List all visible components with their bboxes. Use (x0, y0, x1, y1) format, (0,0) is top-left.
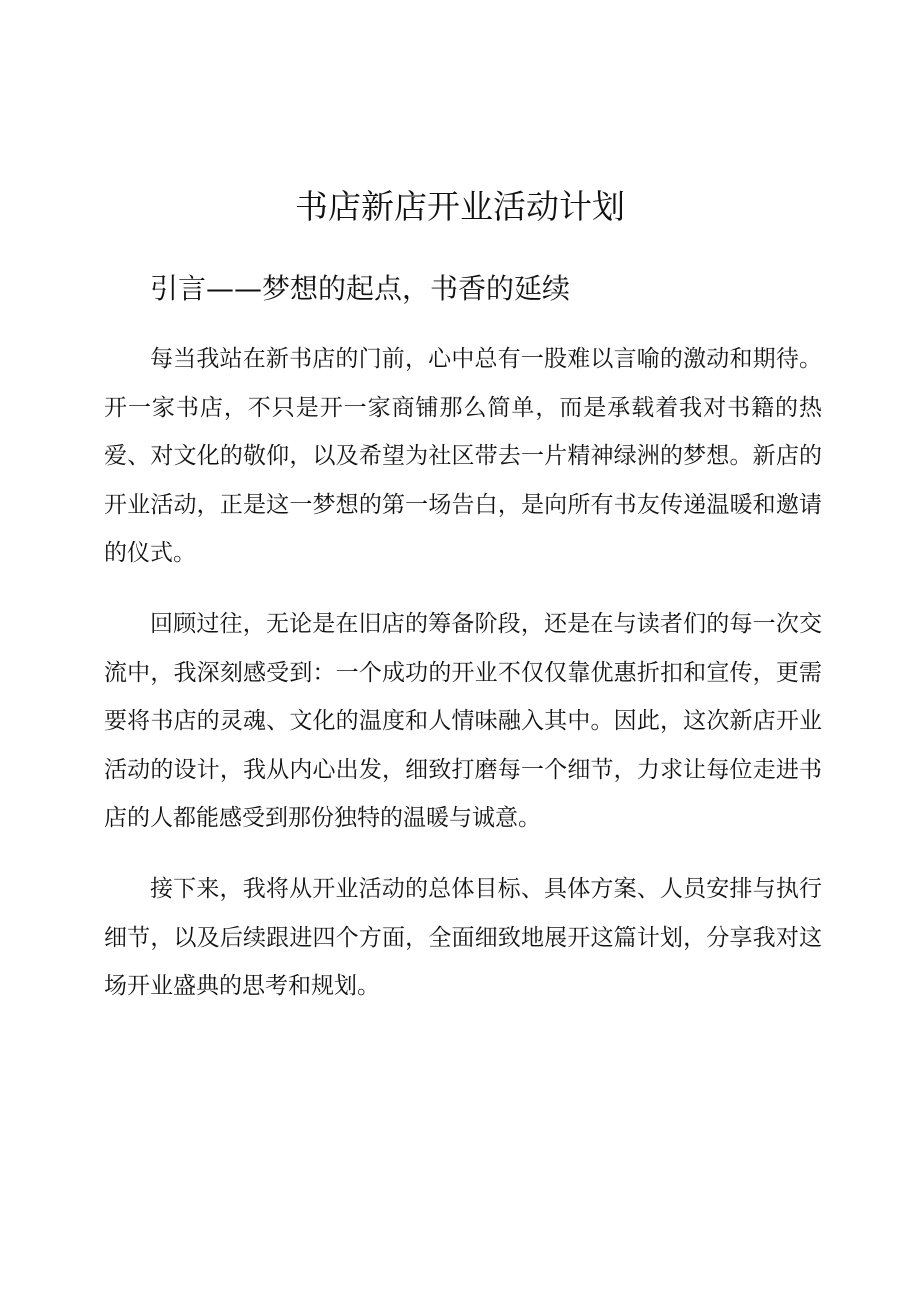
body-paragraph: 每当我站在新书店的门前，心中总有一股难以言喻的激动和期待。开一家书店，不只是开一家商铺那么简单，而是承载着我对书籍的热爱、对文化的敬仰，以及希望为社区带去一片精神绿洲的梦想。新店的开业活动，正是这一梦想的第一场告白，是向所有书友传递温暖和邀请的仪式。 (104, 346, 822, 566)
body-paragraph: 回顾过往，无论是在旧店的筹备阶段，还是在与读者们的每一次交流中，我深刻感受到：一个成功的开业不仅仅靠优惠折扣和宣传，更需要将书店的灵魂、文化的温度和人情味融入其中。因此，这次新店开业活动的设计，我从内心出发，细致打磨每一个细节，力求让每位走进书店的人都能感受到那份独特的温暖与诚意。 (104, 611, 822, 831)
body-paragraph: 接下来，我将从开业活动的总体目标、具体方案、人员安排与执行细节，以及后续跟进四个方面，全面细致地展开这篇计划，分享我对这场开业盛典的思考和规划。 (104, 876, 822, 999)
document-title: 书店新店开业活动计划 (295, 187, 625, 226)
section-heading: 引言——梦想的起点，书香的延续 (150, 272, 571, 305)
